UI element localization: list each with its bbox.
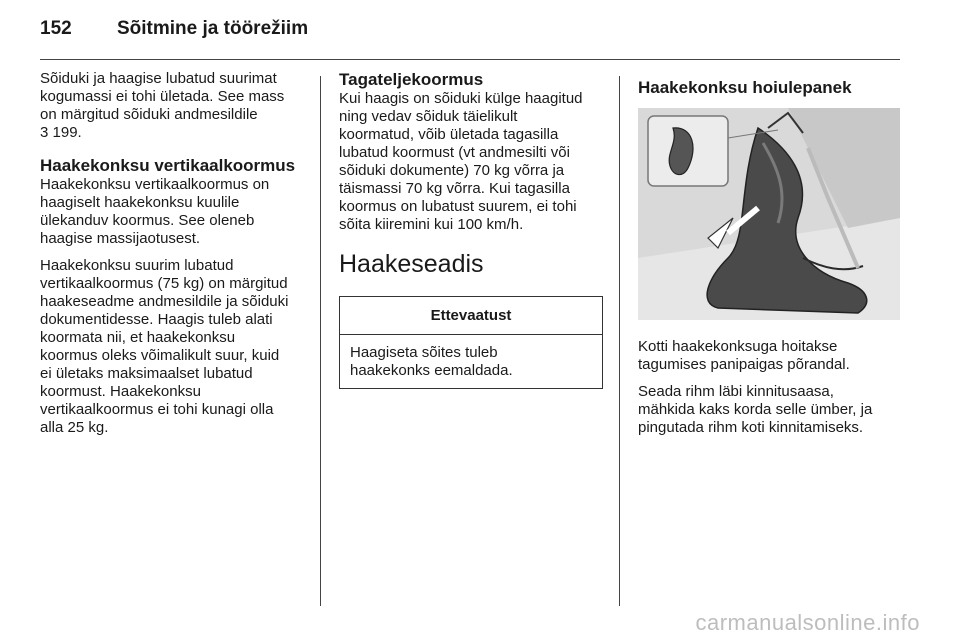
column-divider-1 bbox=[320, 76, 321, 606]
caution-box bbox=[339, 296, 603, 389]
section-title-rear-axle-load: Tagateljekoormus bbox=[339, 70, 484, 89]
column-3 bbox=[638, 70, 903, 446]
page-header bbox=[40, 18, 308, 40]
column-divider-2 bbox=[619, 76, 620, 606]
rear-axle-paragraph: Kui haagis on sõiduki külge haagitud ning vedav sõiduk täielikult koormatud, võib ületada tagasilla lubatud koormust (vt andmesilti või sõiduki dokumente) 70 kg võrra ja täismassi 70 kg võrra. Kui tagasilla koormus on lubatust suurem, ei tohi sõita kiiremini kui 100 km/h. bbox=[339, 90, 583, 233]
caution-body: Haagiseta sõites tuleb haakekonks eemaldada. bbox=[350, 344, 513, 379]
page-number: 152 bbox=[40, 18, 72, 39]
header-divider bbox=[40, 59, 900, 60]
caution-title: Ettevaatust bbox=[340, 297, 602, 335]
section-title-vertical-load: Haakekonksu vertikaalkoormus bbox=[40, 156, 296, 175]
cross-reference-link[interactable]: 3 199. bbox=[40, 124, 82, 141]
section-title-storage: Haakekonksu hoiulepanek bbox=[638, 78, 852, 97]
watermark: carmanualsonline.info bbox=[695, 610, 920, 635]
vertical-load-paragraph-1: Haakekonksu vertikaalkoormus on haagiselt haakekonksu kuulile ülekanduv koormus. See oleneb haagise massijaotusest. bbox=[40, 176, 270, 247]
page-title: Sõitmine ja töörežiim bbox=[117, 18, 309, 39]
storage-paragraph-1: Kotti haakekonksuga hoitakse tagumises panipaigas põrandal. bbox=[638, 338, 850, 373]
chapter-title-towing-equipment: Haakeseadis bbox=[339, 250, 484, 278]
intro-paragraph: Sõiduki ja haagise lubatud suurimat kogumassi ei tohi ületada. See mass on märgitud sõiduki andmesildile bbox=[40, 70, 285, 123]
towbar-bag-illustration bbox=[638, 108, 900, 320]
storage-paragraph-2: Seada rihm läbi kinnitusaasa, mähkida kaks korda selle ümber, ja pingutada rihm koti kinnitamiseks. bbox=[638, 383, 873, 436]
column-1 bbox=[40, 70, 305, 446]
vertical-load-paragraph-2: Haakekonksu suurim lubatud vertikaalkoormus (75 kg) on märgitud haakeseadme andmesildile ja sõiduki dokumentidesse. Haagis tuleb alati koormata nii, et haakekonksu koormus oleks võimalikult suur, kuid ei ületaks maksimaalset lubatud koormust. Haakekonksu vertikaalkoormus ei tohi kunagi olla alla 25 kg. bbox=[40, 257, 289, 436]
column-2 bbox=[339, 70, 604, 389]
